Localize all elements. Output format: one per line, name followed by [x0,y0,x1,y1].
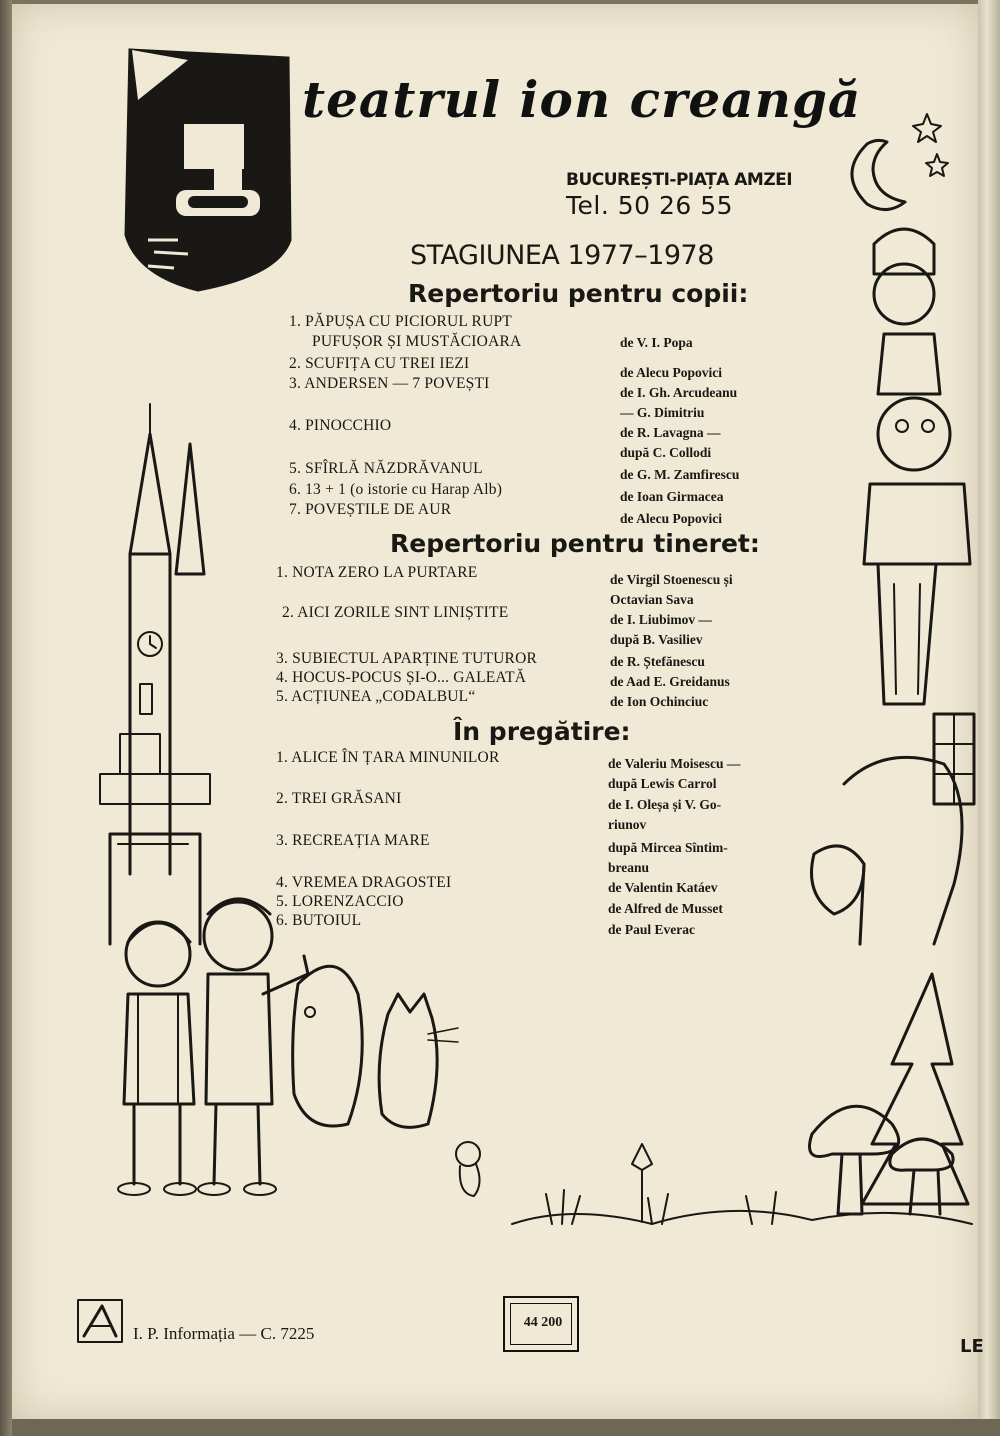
play-title: 1. ALICE ÎN ȚARA MINUNILOR [276,749,500,766]
play-title: 2. SCUFIȚA CU TREI IEZI [289,355,470,372]
play-author: — G. Dimitriu [620,405,705,420]
theater-name: teatrul ion creangă [302,70,862,129]
tree-and-mushrooms-illustration [512,974,972,1254]
play-author: de V. I. Popa [620,335,693,350]
youth-repertoire-heading: Repertoriu pentru tineret: [390,529,760,558]
preparation-heading: În pregătire: [453,717,631,746]
play-author: de I. Oleșa și V. Go- [608,797,722,812]
program-page [12,4,978,1419]
season-title: STAGIUNEA 1977–1978 [410,240,714,271]
play-author: de Paul Everac [608,922,695,937]
play-title: 3. SUBIECTUL APARȚINE TUTUROR [276,650,537,667]
play-title: 6. 13 + 1 (o istorie cu Harap Alb) [289,481,503,498]
play-title: 7. POVEȘTILE DE AUR [289,501,452,518]
play-author: după C. Collodi [620,445,712,460]
play-author: Octavian Sava [610,592,694,607]
play-author: după Mircea Sîntim- [608,840,728,855]
play-title: 6. BUTOIUL [276,912,362,929]
play-title: 4. PINOCCHIO [289,417,392,434]
play-title: 1. PĂPUȘA CU PICIORUL RUPT [289,313,512,330]
play-title: 4. HOCUS-POCUS ȘI-O... GALEATĂ [276,669,527,686]
play-author: de R. Ștefănescu [610,654,705,669]
castle-illustration [90,404,250,964]
publisher-logo-icon [76,1298,124,1344]
facing-page-edge-text: LE [960,1336,984,1357]
theater-logo-shield [118,40,298,295]
play-author: de I. Gh. Arcudeanu [620,385,738,400]
play-author: după B. Vasiliev [610,632,703,647]
theater-phone: Tel. 50 26 55 [566,191,734,220]
play-author: de Valentin Katáev [608,880,718,895]
play-author: de Alfred de Musset [608,901,723,916]
play-title: 5. LORENZACCIO [276,893,404,910]
binding-spine [0,0,12,1436]
play-author: de Valeriu Moisescu — [608,756,741,771]
play-author: de Ioan Girmacea [620,489,724,504]
play-author: de Alecu Popovici [620,365,722,380]
theater-address: BUCUREȘTI-PIAȚA AMZEI [566,170,793,190]
play-author: de Aad E. Greidanus [610,674,730,689]
play-author: de Virgil Stoenescu și [610,572,733,587]
play-title: 1. NOTA ZERO LA PURTARE [276,564,478,581]
play-author: de G. M. Zamfirescu [620,467,740,482]
play-author: după Lewis Carrol [608,776,717,791]
book-bottom-edge [12,1419,1000,1436]
play-title: 4. VREMEA DRAGOSTEI [276,874,452,891]
play-title: 5. ACȚIUNEA „CODALBUL“ [276,688,476,705]
play-title: 3. ANDERSEN — 7 POVEȘTI [289,375,490,392]
play-author: de Alecu Popovici [620,511,722,526]
play-title: 2. AICI ZORILE SINT LINIȘTITE [282,604,509,621]
play-title: 5. SFÎRLĂ NĂZDRĂVANUL [289,460,483,477]
play-author: riunov [608,817,647,832]
stacked-characters-illustration [804,204,978,944]
play-author: de Ion Ochinciuc [610,694,709,709]
play-title: 3. RECREAȚIA MARE [276,832,430,849]
children-repertoire-heading: Repertoriu pentru copii: [408,279,749,308]
facing-page-edge [978,0,1000,1436]
printer-credit: I. P. Informația — C. 7225 [133,1324,315,1343]
children-and-animals-illustration [98,884,498,1204]
play-author: breanu [608,860,650,875]
play-author: de I. Liubimov — [610,612,713,627]
print-run-box [503,1296,579,1352]
play-title: PUFUȘOR ȘI MUSTĂCIOARA [312,333,522,350]
play-title: 2. TREI GRĂSANI [276,790,402,807]
play-author: de R. Lavagna — [620,425,721,440]
print-run-number: 44 200 [523,1315,563,1330]
